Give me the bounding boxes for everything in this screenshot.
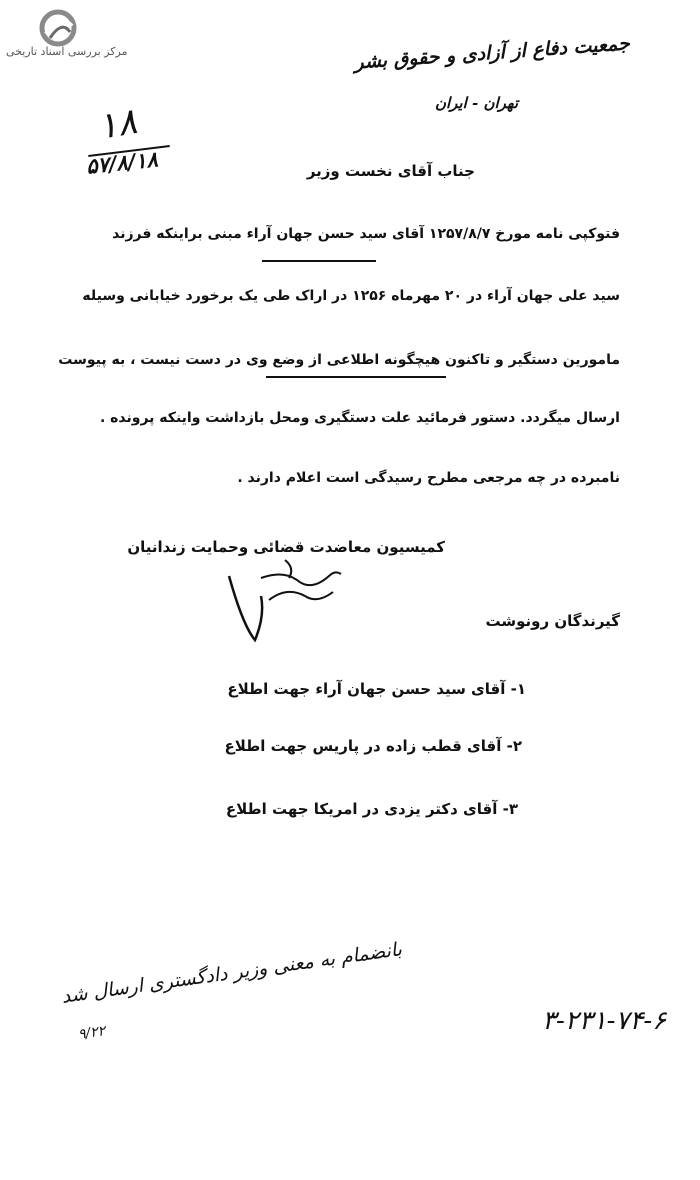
body-line-1: فتوکپی نامه مورخ ۱۲۵۷/۸/۷ آقای سید حسن جهان آراء مبنی براینکه فرزند: [112, 226, 620, 242]
letter-date: ۵۷/۸/۱۸: [84, 146, 159, 179]
body-line-3: مامورین دستگیر و تاکنون هیچگونه اطلاعی از وضع وی در دست نیست ، به پیوست: [58, 352, 620, 368]
cc-item-2: ۲- آقای قطب زاده در پاریس جهت اطلاع: [224, 737, 522, 755]
circular-swirl-logo-icon: [38, 8, 78, 48]
watermark-text: مرکز بررسی اسناد تاریخی: [6, 45, 128, 58]
salutation: جناب آقای نخست وزیر: [306, 162, 475, 180]
body-line-2: سید علی جهان آراء در ۲۰ مهرماه ۱۲۵۶ در اراک طی یک برخورد خیابانی وسیله: [82, 288, 620, 304]
cc-title: گیرندگان رونوشت: [485, 612, 620, 630]
page-number: ۳-۲۳۱-۷۴-۶: [542, 1006, 667, 1036]
signer-committee: کمیسیون معاضدت قضائی وحمایت زندانیان: [127, 538, 445, 556]
body-underline-1: [262, 260, 376, 262]
city-line: تهران - ایران: [434, 94, 518, 112]
cc-item-3: ۳- آقای دکتر یزدی در امریکا جهت اطلاع: [225, 800, 518, 818]
body-line-5: نامبرده در چه مرجعی مطرح رسیدگی است اعلام دارند .: [237, 470, 620, 486]
handwritten-signature-icon: [225, 556, 345, 646]
cc-item-1: ۱- آقای سید حسن جهان آراء جهت اطلاع: [227, 680, 526, 698]
organization-header: جمعیت دفاع از آزادی و حقوق بشر: [353, 32, 631, 74]
handwritten-note: بانضمام به معنی وزیر دادگستری ارسال شد: [60, 938, 404, 1008]
body-line-4: ارسال میگردد. دستور فرمائید علت دستگیری ومحل بازداشت واینکه پرونده .: [99, 410, 620, 426]
letter-number: ۱۸: [94, 100, 140, 149]
note-date: ۹/۲۲: [77, 1023, 107, 1043]
body-underline-3: [266, 376, 446, 378]
